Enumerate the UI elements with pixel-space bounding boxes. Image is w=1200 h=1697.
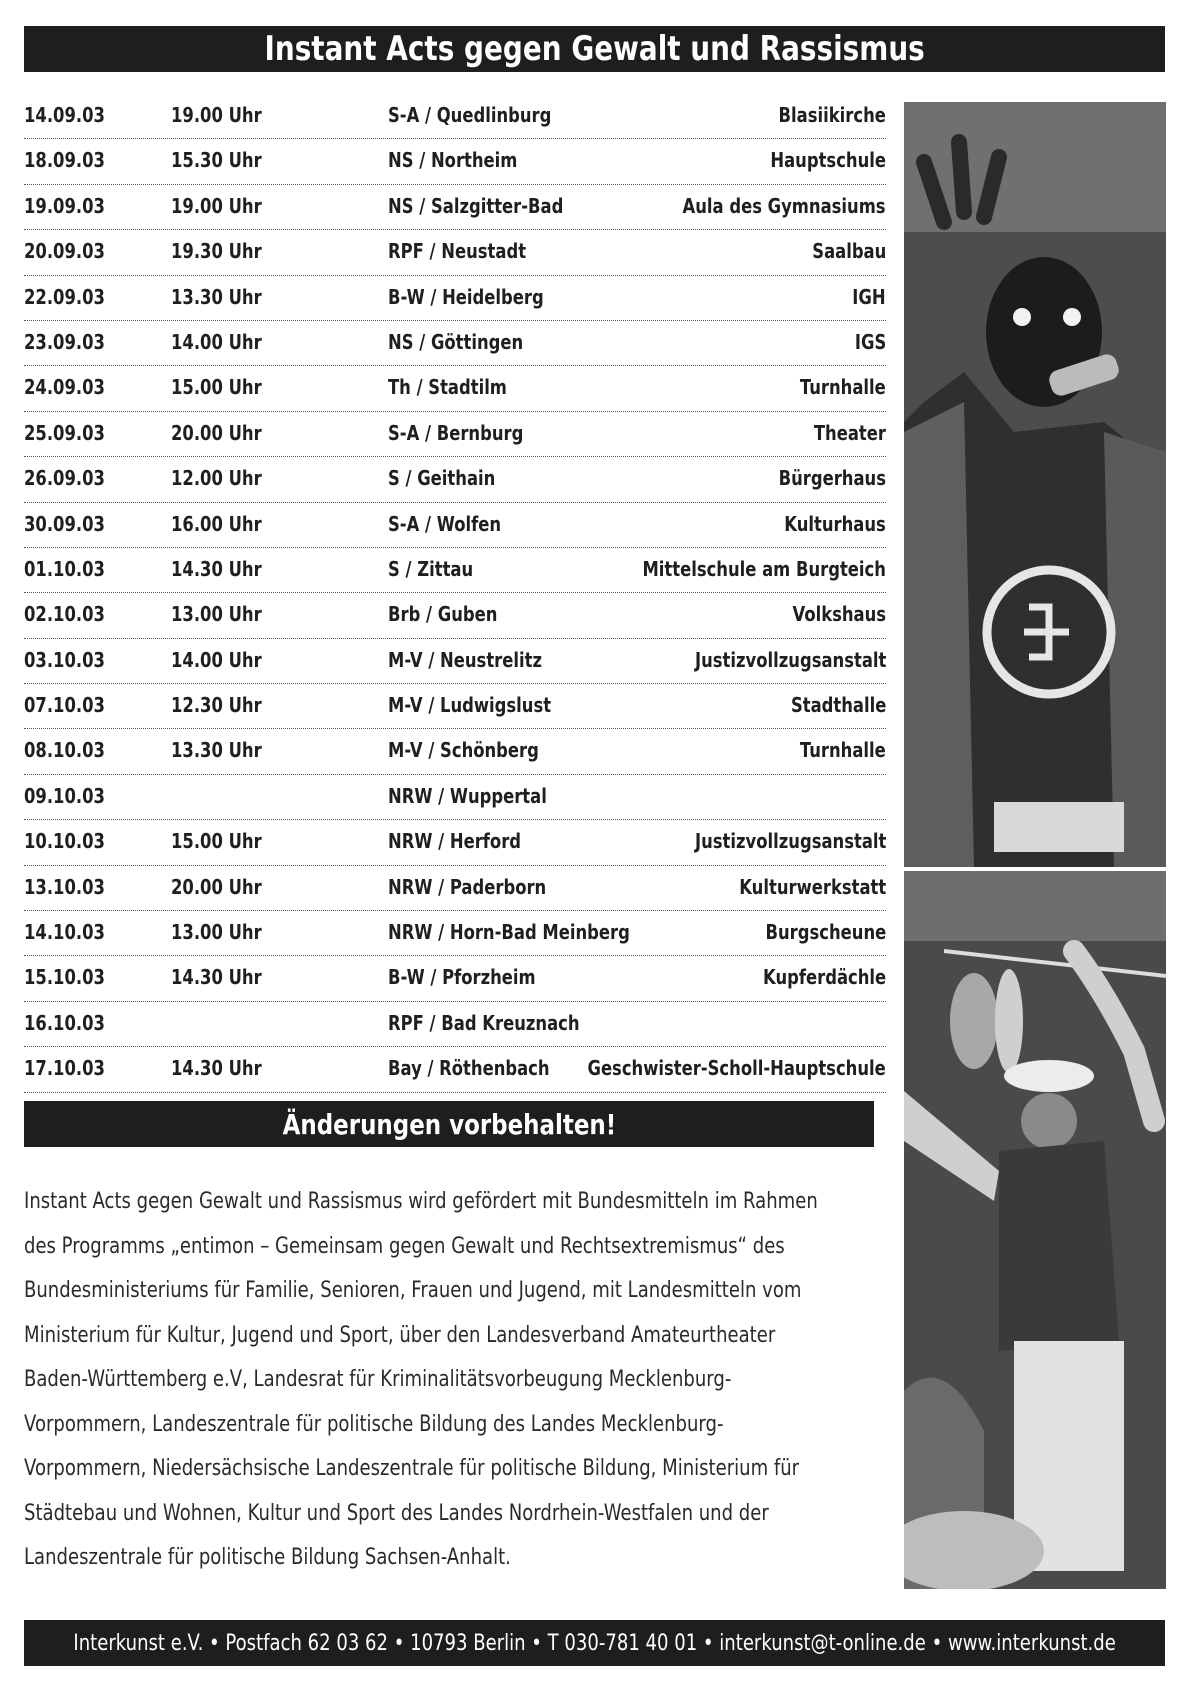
schedule-time: 13.30 Uhr [171, 738, 262, 763]
schedule-time: 16.00 Uhr [171, 511, 262, 536]
schedule-date: 24.09.03 [24, 375, 105, 400]
schedule-row [24, 729, 886, 774]
schedule-date: 10.10.03 [24, 829, 105, 854]
schedule-row [24, 866, 886, 911]
schedule-venue: IGH [852, 284, 886, 309]
schedule-place: NRW / Herford [388, 829, 522, 854]
schedule-time: 12.00 Uhr [171, 466, 262, 491]
schedule-venue: Bürgerhaus [778, 466, 886, 491]
performer-photo-bottom [904, 871, 1166, 1589]
schedule-time: 19.00 Uhr [171, 193, 262, 218]
schedule-place: Bay / Röthenbach [388, 1056, 550, 1081]
schedule-place: S-A / Bernburg [388, 420, 524, 445]
schedule-venue: Turnhalle [800, 738, 886, 763]
schedule-date: 25.09.03 [24, 420, 105, 445]
schedule-time: 14.30 Uhr [171, 1056, 262, 1081]
schedule-row [24, 593, 886, 638]
schedule-venue: Stadthalle [790, 693, 886, 718]
schedule-row [24, 457, 886, 502]
schedule-row [24, 276, 886, 321]
schedule-venue: Kulturwerkstatt [739, 874, 886, 899]
schedule-place: NS / Göttingen [388, 329, 524, 354]
schedule-row [24, 956, 886, 1001]
schedule-row [24, 139, 886, 184]
schedule-date: 14.09.03 [24, 103, 105, 127]
schedule-place: M-V / Ludwigslust [388, 693, 552, 718]
schedule-time: 15.00 Uhr [171, 375, 262, 400]
notice-label: Änderungen vorbehalten! [282, 1107, 616, 1141]
schedule-place: B-W / Pforzheim [388, 965, 536, 990]
schedule-date: 09.10.03 [24, 783, 105, 808]
schedule-time: 19.30 Uhr [171, 239, 262, 264]
schedule-venue: Hauptschule [770, 148, 886, 173]
schedule-row [24, 321, 886, 366]
schedule-venue: Geschwister-Scholl-Hauptschule [587, 1056, 886, 1081]
funding-line: Vorpommern, Landeszentrale für politische Bildung des Landes Mecklenburg- [24, 1411, 724, 1437]
schedule-place: NRW / Paderborn [388, 874, 547, 899]
funding-text [24, 1180, 924, 1581]
performer-photo-top [904, 102, 1166, 867]
footer-contact: Interkunst e.V. • Postfach 62 03 62 • 10793 Berlin • T 030-781 40 01 • interkunst@t-online.de • www.interkunst.de [73, 1630, 1116, 1656]
schedule-date: 23.09.03 [24, 329, 105, 354]
schedule-row [24, 503, 886, 548]
schedule-place: Brb / Guben [388, 602, 498, 627]
schedule-venue: Burgscheune [765, 920, 886, 945]
schedule-date: 18.09.03 [24, 148, 105, 173]
schedule-time: 14.00 Uhr [171, 329, 262, 354]
schedule-venue: Mittelschule am Burgteich [642, 556, 886, 581]
schedule-date: 13.10.03 [24, 874, 105, 899]
schedule-venue: Justizvollzugsanstalt [694, 647, 886, 672]
funding-line: Ministerium für Kultur, Jugend und Sport, über den Landesverband Amateurtheater [24, 1322, 776, 1348]
schedule-place: NRW / Horn-Bad Meinberg [388, 920, 630, 945]
schedule-date: 20.09.03 [24, 239, 105, 264]
schedule-row [24, 412, 886, 457]
schedule-venue: Theater [813, 420, 886, 445]
schedule-venue: Kupferdächle [762, 965, 886, 990]
schedule-date: 01.10.03 [24, 556, 105, 581]
schedule-time: 13.00 Uhr [171, 920, 262, 945]
schedule-date: 15.10.03 [24, 965, 105, 990]
schedule-time: 13.00 Uhr [171, 602, 262, 627]
schedule-row [24, 230, 886, 275]
funding-line: des Programms „entimon – Gemeinsam gegen Gewalt und Rechtsextremismus“ des [24, 1233, 785, 1259]
schedule-venue: Justizvollzugsanstalt [694, 829, 886, 854]
schedule-date: 08.10.03 [24, 738, 105, 763]
schedule-date: 22.09.03 [24, 284, 105, 309]
schedule-row [24, 366, 886, 411]
schedule-date: 26.09.03 [24, 466, 105, 491]
schedule-time: 19.00 Uhr [171, 103, 262, 127]
schedule-place: M-V / Schönberg [388, 738, 539, 763]
schedule-date: 03.10.03 [24, 647, 105, 672]
schedule-row [24, 94, 886, 139]
schedule-date: 07.10.03 [24, 693, 105, 718]
schedule-place: S-A / Quedlinburg [388, 103, 552, 127]
schedule-place: S / Zittau [388, 556, 474, 581]
schedule-row [24, 1002, 886, 1047]
schedule-venue: Saalbau [811, 239, 886, 264]
schedule-time: 20.00 Uhr [171, 420, 262, 445]
schedule-venue: Kulturhaus [784, 511, 886, 536]
schedule-date: 14.10.03 [24, 920, 105, 945]
schedule-date: 17.10.03 [24, 1056, 105, 1081]
schedule-place: NS / Northeim [388, 148, 518, 173]
funding-line: Bundesministeriums für Familie, Senioren, Frauen und Jugend, mit Landesmitteln vom [24, 1278, 802, 1303]
schedule-row [24, 1047, 886, 1092]
schedule-date: 16.10.03 [24, 1010, 105, 1035]
schedule-row [24, 548, 886, 593]
schedule-time: 13.30 Uhr [171, 284, 262, 309]
schedule-venue: Blasiikirche [778, 103, 886, 127]
schedule-time: 15.00 Uhr [171, 829, 262, 854]
schedule-date: 02.10.03 [24, 602, 105, 627]
schedule-place: Th / Stadtilm [388, 375, 507, 400]
schedule-venue: Volkshaus [792, 602, 886, 627]
schedule-venue: IGS [854, 329, 886, 354]
schedule-time: 12.30 Uhr [171, 693, 262, 718]
schedule-place: RPF / Neustadt [388, 239, 527, 264]
schedule-row [24, 820, 886, 865]
schedule-row [24, 684, 886, 729]
schedule-row [24, 185, 886, 230]
funding-line: Vorpommern, Niedersächsische Landeszentrale für politische Bildung, Ministerium für [24, 1456, 800, 1481]
schedule-date: 19.09.03 [24, 193, 105, 218]
schedule-time: 15.30 Uhr [171, 148, 262, 173]
performer-rapping-image [904, 102, 1166, 867]
schedule-time: 14.00 Uhr [171, 647, 262, 672]
schedule-place: S-A / Wolfen [388, 511, 502, 536]
schedule-time: 20.00 Uhr [171, 874, 262, 899]
funding-line: Städtebau und Wohnen, Kultur und Sport des Landes Nordrhein-Westfalen und der [24, 1500, 769, 1526]
schedule-row [24, 639, 886, 684]
schedule-place: NS / Salzgitter-Bad [388, 193, 564, 218]
schedule-venue: Turnhalle [800, 375, 886, 400]
funding-line: Baden-Württemberg e.V, Landesrat für Kriminalitätsvorbeugung Mecklenburg- [24, 1367, 732, 1392]
schedule-venue: Aula des Gymnasiums [682, 193, 886, 218]
notice-banner [24, 1101, 874, 1147]
title-banner [24, 26, 1165, 72]
schedule-place: S / Geithain [388, 466, 496, 491]
schedule-row [24, 911, 886, 956]
schedule-row [24, 775, 886, 820]
footer-banner [24, 1620, 1165, 1666]
schedule-place: RPF / Bad Kreuznach [388, 1010, 580, 1035]
funding-line: Landeszentrale für politische Bildung Sachsen-Anhalt. [24, 1545, 511, 1570]
performer-fish-image [904, 871, 1166, 1589]
schedule-place: B-W / Heidelberg [388, 284, 544, 309]
schedule-time: 14.30 Uhr [171, 965, 262, 990]
schedule-table [24, 94, 886, 1093]
schedule-date: 30.09.03 [24, 511, 105, 536]
funding-line: Instant Acts gegen Gewalt und Rassismus wird gefördert mit Bundesmitteln im Rahmen [24, 1189, 818, 1214]
schedule-place: NRW / Wuppertal [388, 783, 547, 808]
page-title: Instant Acts gegen Gewalt und Rassismus [264, 29, 925, 69]
schedule-place: M-V / Neustrelitz [388, 647, 543, 672]
schedule-time: 14.30 Uhr [171, 556, 262, 581]
